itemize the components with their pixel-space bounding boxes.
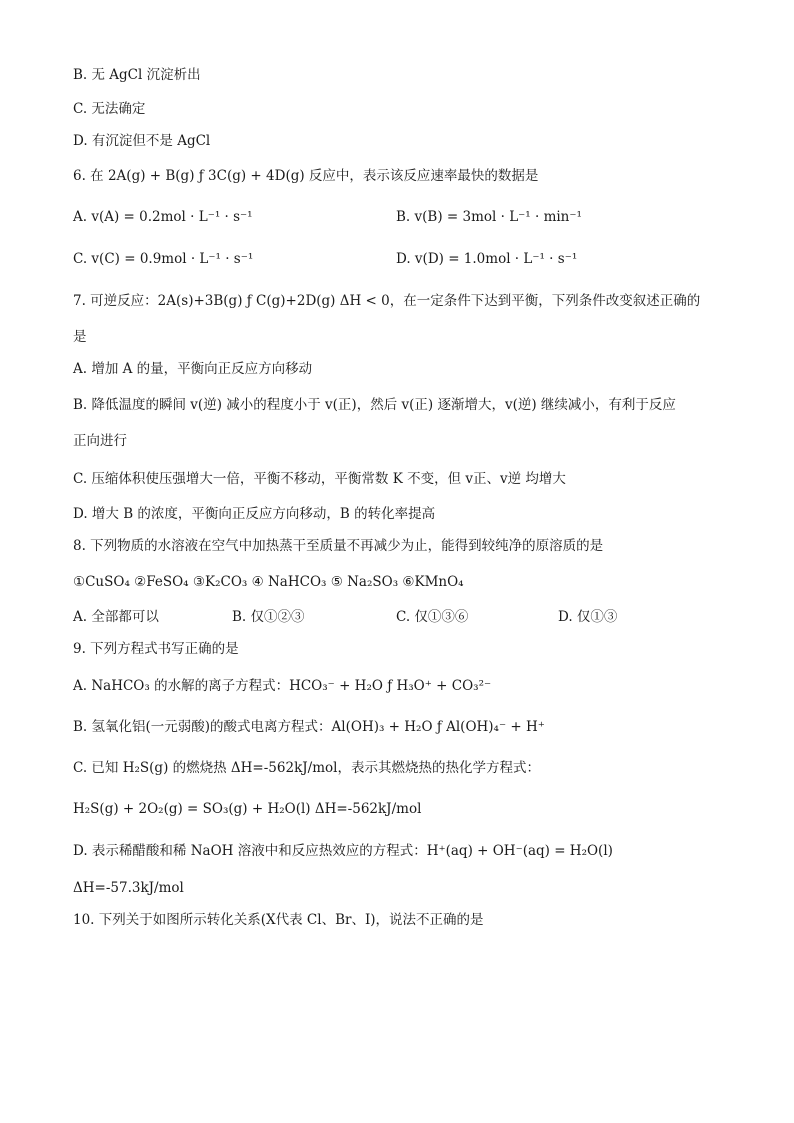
q6-option-a: A. v(A) = 0.2mol · L⁻¹ · s⁻¹ <box>73 209 253 225</box>
q5-option-d: D. 有沉淀但不是 AgCl <box>73 133 211 149</box>
q9-option-a: A. NaHCO₃ 的水解的离子方程式：HCO₃⁻ + H₂O ƒ H₃O⁺ + CO₃²⁻ <box>73 678 492 694</box>
q8-option-d: D. 仅①③ <box>558 609 618 625</box>
q5-option-c: C. 无法确定 <box>73 101 146 117</box>
q7-stem: 7. 可逆反应：2A(s)+3B(g) ƒ C(g)+2D(g) ΔH < 0，在一定条件下达到平衡，下列条件改变叙述正确的 <box>73 293 701 309</box>
q8-option-b: B. 仅①②③ <box>232 609 305 625</box>
q8-stem: 8. 下列物质的水溶液在空气中加热蒸干至质量不再减少为止，能得到较纯净的原溶质的是 <box>73 538 604 554</box>
q7-option-a: A. 增加 A 的量，平衡向正反应方向移动 <box>73 361 313 377</box>
q6-option-d: D. v(D) = 1.0mol · L⁻¹ · s⁻¹ <box>396 251 578 267</box>
q9-stem: 9. 下列方程式书写正确的是 <box>73 641 239 657</box>
q9-option-c: C. 已知 H₂S(g) 的燃烧热 ΔH=-562kJ/mol，表示其燃烧热的热化学方程式： <box>73 760 540 776</box>
q6-option-b: B. v(B) = 3mol · L⁻¹ · min⁻¹ <box>396 209 582 225</box>
q5-option-b: B. 无 AgCl 沉淀析出 <box>73 67 201 83</box>
q7-option-b: B. 降低温度的瞬间 v(逆) 减小的程度小于 v(正)，然后 v(正) 逐渐增大，v(逆) 继续减小，有利于反应 <box>73 397 676 413</box>
q9-option-d-cont: ΔH=-57.3kJ/mol <box>73 880 184 896</box>
q8-list: ①CuSO₄ ②FeSO₄ ③K₂CO₃ ④ NaHCO₃ ⑤ Na₂SO₃ ⑥KMnO₄ <box>73 574 464 590</box>
q7-option-b-cont: 正向进行 <box>73 433 127 449</box>
q6-option-c: C. v(C) = 0.9mol · L⁻¹ · s⁻¹ <box>73 251 254 267</box>
q9-option-b: B. 氢氧化铝(一元弱酸)的酸式电离方程式：Al(OH)₃ + H₂O ƒ Al(OH)₄⁻ + H⁺ <box>73 719 545 735</box>
q7-option-d: D. 增大 B 的浓度，平衡向正反应方向移动，B 的转化率提高 <box>73 506 436 522</box>
q9-option-c-equation: H₂S(g) + 2O₂(g) = SO₃(g) + H₂O(l) ΔH=-562kJ/mol <box>73 801 422 817</box>
q8-option-a: A. 全部都可以 <box>73 609 159 625</box>
q6-stem: 6. 在 2A(g) + B(g) ƒ 3C(g) + 4D(g) 反应中，表示该反应速率最快的数据是 <box>73 168 539 184</box>
q9-option-d: D. 表示稀醋酸和稀 NaOH 溶液中和反应热效应的方程式：H⁺(aq) + OH⁻(aq) = H₂O(l) <box>73 843 613 859</box>
q8-option-c: C. 仅①③⑥ <box>396 609 469 625</box>
q7-stem-cont: 是 <box>73 329 87 345</box>
q10-stem: 10. 下列关于如图所示转化关系(X代表 Cl、Br、I)，说法不正确的是 <box>73 912 484 928</box>
q7-option-c: C. 压缩体积使压强增大一倍，平衡不移动，平衡常数 K 不变，但 v正、v逆 均增大 <box>73 471 566 487</box>
